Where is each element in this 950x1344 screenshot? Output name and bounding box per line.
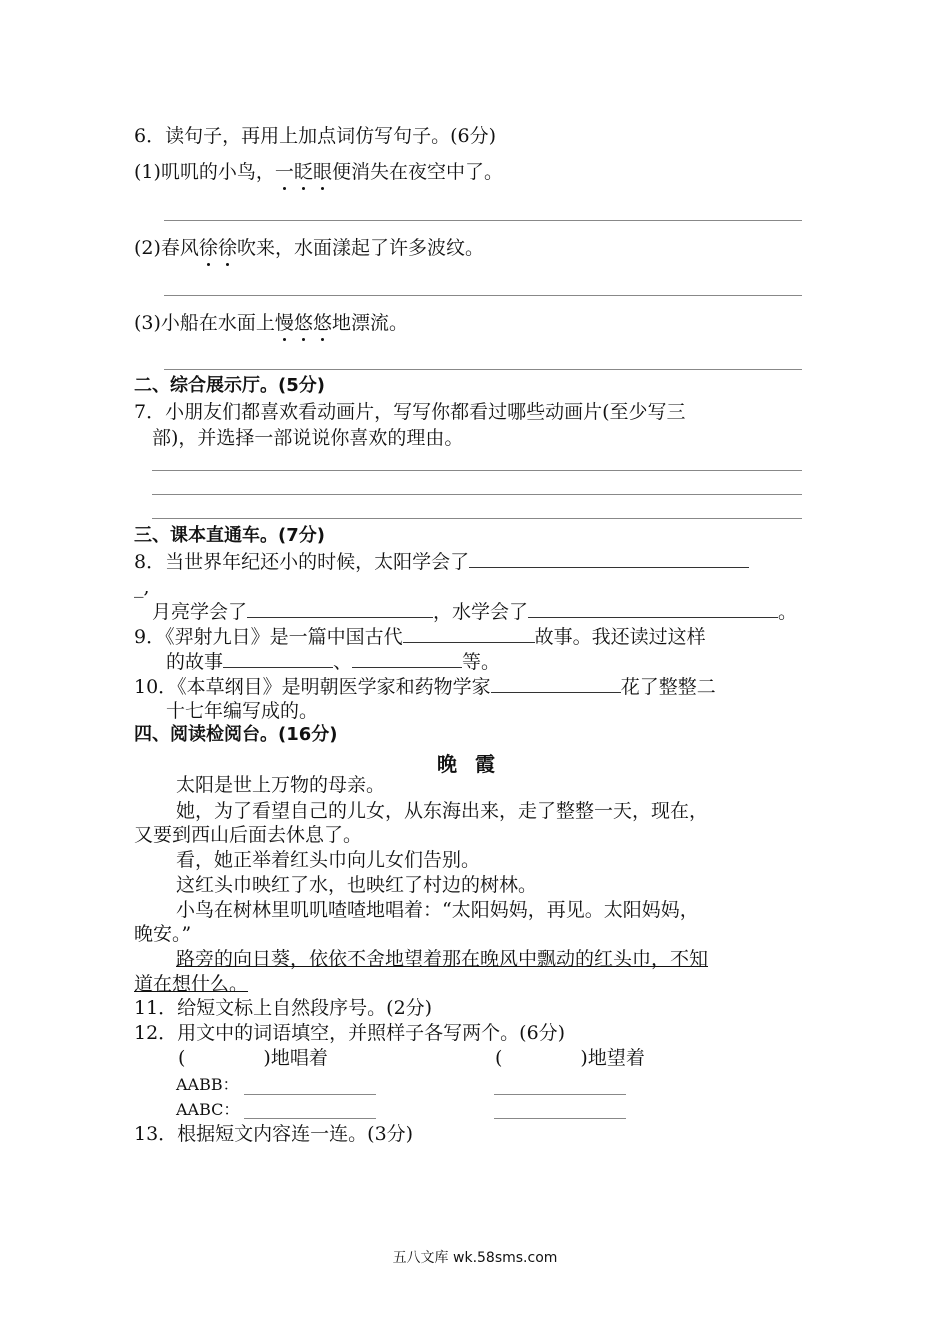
q9-line-2: [166, 649, 500, 674]
blank[interactable]: [247, 599, 433, 618]
q6-s3-post: 地漂流。: [331, 312, 408, 334]
answer-line[interactable]: [164, 369, 802, 370]
passage-title: 晚霞: [437, 752, 513, 776]
q12-left-example: [178, 1046, 328, 1070]
q6-title: 6．读句子，再用上加点词仿写句子。(6分): [134, 125, 497, 147]
q9-text-e: 等。: [462, 651, 501, 673]
dotted-char: 慢: [274, 312, 294, 334]
dotted-char: 徐: [217, 237, 237, 259]
answer-line[interactable]: [494, 1094, 626, 1095]
q6-s3-pre: (3)小船在水面上: [134, 312, 275, 334]
q9-line-1: [134, 624, 706, 649]
paren-open: (: [178, 1047, 186, 1069]
blank[interactable]: [223, 649, 333, 668]
q12-left-word: )地唱着: [263, 1047, 328, 1069]
blank[interactable]: [185, 1046, 263, 1064]
dotted-char: 悠: [312, 312, 332, 334]
q8-text: 8．当世界年纪还小的时候，太阳学会了: [134, 551, 470, 573]
q9-text-d: 、: [333, 651, 353, 673]
passage-p5-cont: 晚安。”: [134, 923, 192, 945]
q8-water: ，水学会了: [433, 601, 529, 623]
answer-line[interactable]: [152, 494, 802, 495]
dotted-char: 眼: [312, 161, 332, 183]
q13: 13．根据短文内容连一连。(3分): [134, 1123, 414, 1145]
q9-text-c: 的故事: [166, 651, 224, 673]
q8-end: 。: [778, 601, 798, 623]
answer-line[interactable]: [152, 470, 802, 471]
q6-sentence-3: [134, 311, 408, 335]
q10-line-2: 十七年编写成的。: [166, 700, 319, 722]
paren-open: (: [495, 1047, 503, 1069]
q12: 12．用文中的词语填空，并照样子各写两个。(6分): [134, 1022, 566, 1044]
blank[interactable]: [469, 549, 749, 568]
q6-s1-pre: (1)叽叽的小鸟，: [134, 161, 275, 183]
q8-line-3: [152, 599, 797, 624]
q10-text-b: 花了整整二: [620, 676, 716, 698]
q9-text-b: 故事。我还读过这样: [534, 626, 706, 648]
aabc-label: AABC：: [176, 1100, 240, 1119]
passage-p1: 太阳是世上万物的母亲。: [176, 774, 386, 796]
answer-line[interactable]: [244, 1118, 376, 1119]
answer-line[interactable]: [164, 220, 802, 221]
answer-line[interactable]: [494, 1118, 626, 1119]
section-4-heading: 四、阅读检阅台。(16分): [134, 724, 338, 745]
section-2-heading: 二、综合展示厅。(5分): [134, 375, 325, 396]
blank[interactable]: [502, 1046, 580, 1064]
passage-p4: 这红头巾映红了水，也映红了村边的树林。: [176, 874, 538, 896]
q7-line-2: 部)，并选择一部说说你喜欢的理由。: [152, 427, 464, 449]
footer-watermark: 五八文库 wk.58sms.com: [392, 1250, 558, 1266]
q6-s2-pre: (2)春风: [134, 237, 199, 259]
q11: 11．给短文标上自然段序号。(2分): [134, 997, 433, 1019]
q6-s2-post: 吹来，水面漾起了许多波纹。: [236, 237, 484, 259]
q6-s1-post: 便消失在夜空中了。: [331, 161, 503, 183]
q12-right-example: [495, 1046, 645, 1070]
aabb-label: AABB：: [176, 1075, 239, 1094]
dotted-char: 徐: [198, 237, 218, 259]
passage-p3: 看，她正举着红头巾向儿女们告别。: [176, 849, 481, 871]
q7-line-1: 7．小朋友们都喜欢看动画片，写写你都看过哪些动画片(至少写三: [134, 401, 686, 423]
dotted-char: 眨: [293, 161, 313, 183]
q6-sentence-1: [134, 160, 503, 184]
blank[interactable]: [491, 674, 621, 693]
q12-right-word: )地望着: [580, 1047, 645, 1069]
blank[interactable]: [352, 649, 462, 668]
passage-p6: 路旁的向日葵，依依不舍地望着那在晚风中飘动的红头巾，不知: [176, 948, 709, 970]
dotted-char: 悠: [293, 312, 313, 334]
blank[interactable]: [403, 624, 535, 643]
passage-p6-cont: 道在想什么。: [134, 973, 249, 995]
passage-p2-cont: 又要到西山后面去休息了。: [134, 824, 363, 846]
section-3-heading: 三、课本直通车。(7分): [134, 525, 325, 546]
q10-line-1: [134, 674, 716, 699]
q10-text: 10．《本草纲目》是明朝医学家和药物学家: [134, 676, 491, 698]
answer-line[interactable]: [152, 518, 802, 519]
q8-moon: 月亮学会了: [152, 601, 248, 623]
answer-line[interactable]: [244, 1094, 376, 1095]
q8-line-1: [134, 549, 749, 574]
dotted-char: 一: [274, 161, 294, 183]
q9-text: 9．《羿射九日》是一篇中国古代: [134, 626, 403, 648]
blank[interactable]: [528, 599, 778, 618]
passage-p5: 小鸟在树林里叽叽喳喳地唱着：“太阳妈妈，再见。太阳妈妈，: [176, 899, 699, 921]
q8-line-2: _,: [134, 576, 150, 598]
q6-sentence-2: [134, 236, 484, 260]
passage-p2: 她，为了看望自己的儿女，从东海出来，走了整整一天，现在，: [176, 800, 709, 822]
answer-line[interactable]: [164, 295, 802, 296]
